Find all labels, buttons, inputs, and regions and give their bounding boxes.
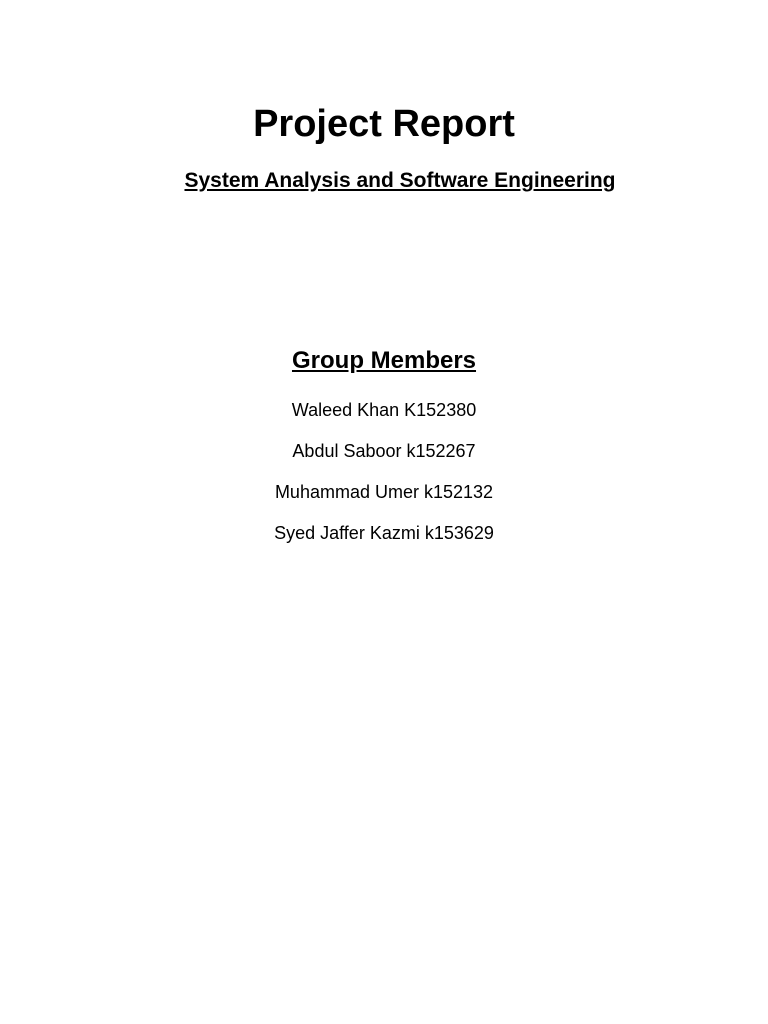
member-item: Abdul Saboor k152267 — [292, 441, 476, 461]
member-item: Syed Jaffer Kazmi k153629 — [274, 523, 494, 543]
group-members-heading: Group Members — [291, 347, 477, 374]
report-title — [0, 96, 768, 152]
group-members-list — [0, 390, 768, 554]
course-subtitle: System Analysis and Software Engineering — [184, 169, 616, 192]
report-title-text: Project Report — [253, 103, 515, 145]
member-item: Waleed Khan K152380 — [291, 400, 477, 420]
member-item: Muhammad Umer k152132 — [274, 482, 494, 502]
